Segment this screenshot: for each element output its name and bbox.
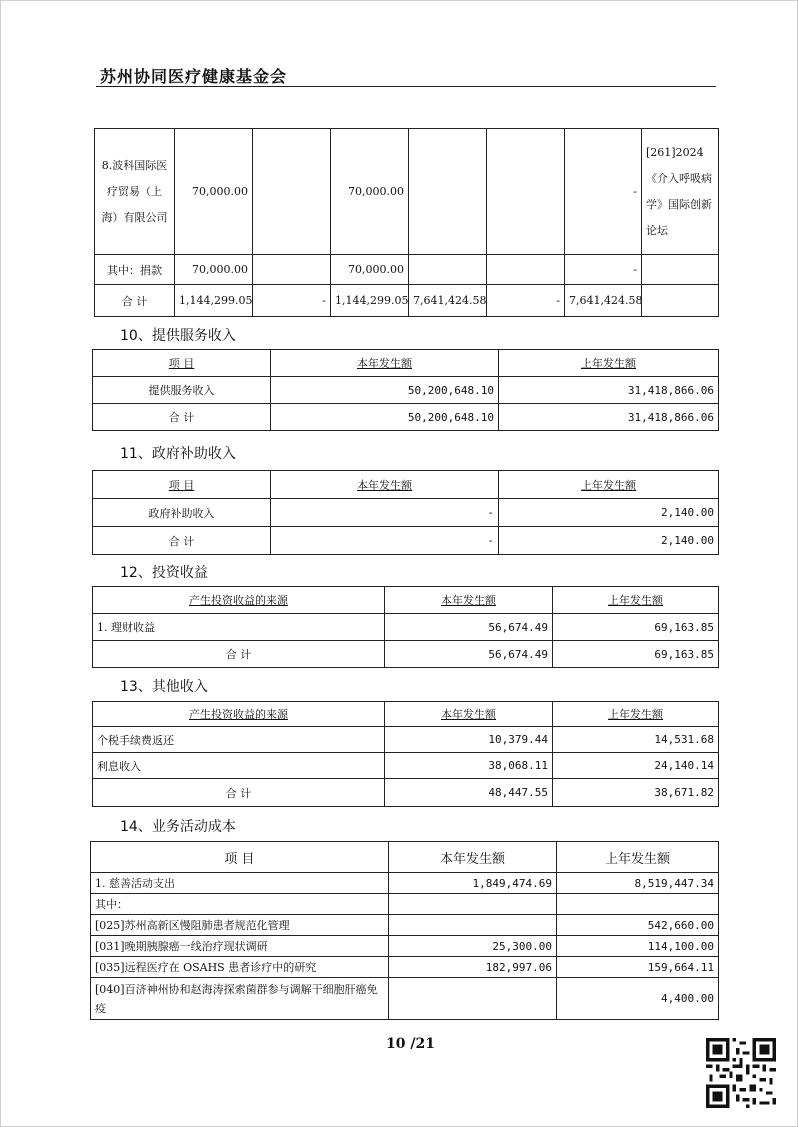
cell: - <box>487 285 565 317</box>
column-header: 上年发生额 <box>557 842 719 873</box>
cell: 182,997.06 <box>389 957 557 978</box>
table-row <box>91 936 719 957</box>
table-row <box>93 614 719 641</box>
cell: 14,531.68 <box>553 727 719 753</box>
table-row <box>93 404 719 431</box>
cell: 70,000.00 <box>175 129 253 255</box>
cell: 50,200,648.10 <box>271 377 499 404</box>
column-header: 本年发生额 <box>271 471 499 499</box>
column-header: 项 目 <box>93 350 271 377</box>
donation-table <box>94 128 719 317</box>
section-title: 13、其他收入 <box>120 679 208 695</box>
cell: 合 计 <box>93 641 385 668</box>
cell: 2,140.00 <box>499 499 719 527</box>
cell: 7,641,424.58 <box>565 285 642 317</box>
header-rule <box>96 86 716 87</box>
cell <box>389 894 557 915</box>
cell: 1,144,299.05 <box>175 285 253 317</box>
cell: - <box>253 285 331 317</box>
cell: 1,144,299.05 <box>331 285 409 317</box>
table-row <box>95 129 719 255</box>
cell: 56,674.49 <box>385 641 553 668</box>
cell: 31,418,866.06 <box>499 377 719 404</box>
section-title: 14、业务活动成本 <box>120 819 236 835</box>
project-note: [261]2024《介入呼吸病学》国际创新论坛 <box>642 129 719 255</box>
cell: 31,418,866.06 <box>499 404 719 431</box>
cell <box>557 894 719 915</box>
cell: 69,163.85 <box>553 641 719 668</box>
cell <box>487 129 565 255</box>
column-header: 本年发生额 <box>385 587 553 614</box>
section-title: 10、提供服务收入 <box>120 328 236 344</box>
cell: 合 计 <box>93 527 271 555</box>
cell: [031]晚期胰腺癌一线治疗现状调研 <box>91 936 389 957</box>
column-header: 本年发生额 <box>385 702 553 727</box>
column-header: 上年发生额 <box>553 702 719 727</box>
cell: 合 计 <box>93 779 385 807</box>
qr-code-icon <box>706 1038 776 1108</box>
cell: 114,100.00 <box>557 936 719 957</box>
cell: 70,000.00 <box>331 129 409 255</box>
cell: 合 计 <box>93 404 271 431</box>
cell: 合 计 <box>95 285 175 317</box>
cell <box>253 129 331 255</box>
section-title: 12、投资收益 <box>120 565 208 581</box>
cell: 70,000.00 <box>331 255 409 285</box>
section-title: 11、政府补助收入 <box>120 446 236 462</box>
cell: [025]苏州高新区慢阻肺患者规范化管理 <box>91 915 389 936</box>
table-row <box>95 285 719 317</box>
column-header: 项 目 <box>91 842 389 873</box>
column-header: 产生投资收益的来源 <box>93 702 385 727</box>
cell: 25,300.00 <box>389 936 557 957</box>
table-row <box>91 894 719 915</box>
table-row <box>93 641 719 668</box>
table-header-row <box>93 587 719 614</box>
cell: 56,674.49 <box>385 614 553 641</box>
cell: 1. 慈善活动支出 <box>91 873 389 894</box>
cell: 159,664.11 <box>557 957 719 978</box>
cell: 政府补助收入 <box>93 499 271 527</box>
table-header-row <box>93 350 719 377</box>
cell: 个税手续费返还 <box>93 727 385 753</box>
cell <box>389 915 557 936</box>
cell: 50,200,648.10 <box>271 404 499 431</box>
cell: 8,519,447.34 <box>557 873 719 894</box>
cell: 10,379.44 <box>385 727 553 753</box>
cell: 24,140.14 <box>553 753 719 779</box>
other-income-table <box>92 701 719 807</box>
table-row <box>93 499 719 527</box>
table-row <box>91 978 719 1020</box>
service-income-table <box>92 349 719 431</box>
table-row <box>93 753 719 779</box>
cell: 2,140.00 <box>499 527 719 555</box>
table-header-row <box>93 702 719 727</box>
cell: - <box>271 527 499 555</box>
cell: 提供服务收入 <box>93 377 271 404</box>
cell <box>487 255 565 285</box>
page-number: 10 /21 <box>386 1036 435 1052</box>
table-row <box>93 727 719 753</box>
org-title: 苏州协同医疗健康基金会 <box>100 67 288 86</box>
cell: 4,400.00 <box>557 978 719 1020</box>
column-header: 产生投资收益的来源 <box>93 587 385 614</box>
table-row <box>95 255 719 285</box>
table-row <box>93 527 719 555</box>
column-header: 项 目 <box>93 471 271 499</box>
column-header: 上年发生额 <box>553 587 719 614</box>
cell: 38,068.11 <box>385 753 553 779</box>
cell <box>253 255 331 285</box>
gov-subsidy-table <box>92 470 719 555</box>
column-header: 本年发生额 <box>271 350 499 377</box>
table-header-row <box>93 471 719 499</box>
cell <box>642 255 719 285</box>
column-header: 上年发生额 <box>499 471 719 499</box>
cell: 70,000.00 <box>175 255 253 285</box>
cell <box>409 255 487 285</box>
cell: 1,849,474.69 <box>389 873 557 894</box>
donor-name: 8.波科国际医疗贸易（上海）有限公司 <box>95 129 175 255</box>
table-row <box>93 779 719 807</box>
cell <box>642 285 719 317</box>
operating-cost-table <box>90 841 719 1020</box>
cell: 7,641,424.58 <box>409 285 487 317</box>
cell <box>389 978 557 1020</box>
table-row <box>91 957 719 978</box>
cell: - <box>565 129 642 255</box>
cell: 利息收入 <box>93 753 385 779</box>
cell: 其中：捐款 <box>95 255 175 285</box>
investment-income-table <box>92 586 719 668</box>
cell: 38,671.82 <box>553 779 719 807</box>
cell: 542,660.00 <box>557 915 719 936</box>
cell <box>409 129 487 255</box>
cell: 1. 理财收益 <box>93 614 385 641</box>
table-row <box>91 873 719 894</box>
cell: [035]远程医疗在 OSAHS 患者诊疗中的研究 <box>91 957 389 978</box>
cell: [040]百济神州协和赵海涛探索菌群参与调解干细胞肝癌免疫 <box>91 978 389 1020</box>
table-header-row <box>91 842 719 873</box>
table-row <box>93 377 719 404</box>
column-header: 上年发生额 <box>499 350 719 377</box>
table-row <box>91 915 719 936</box>
cell: 其中： <box>91 894 389 915</box>
cell: 69,163.85 <box>553 614 719 641</box>
cell: 48,447.55 <box>385 779 553 807</box>
cell: - <box>565 255 642 285</box>
cell: - <box>271 499 499 527</box>
column-header: 本年发生额 <box>389 842 557 873</box>
